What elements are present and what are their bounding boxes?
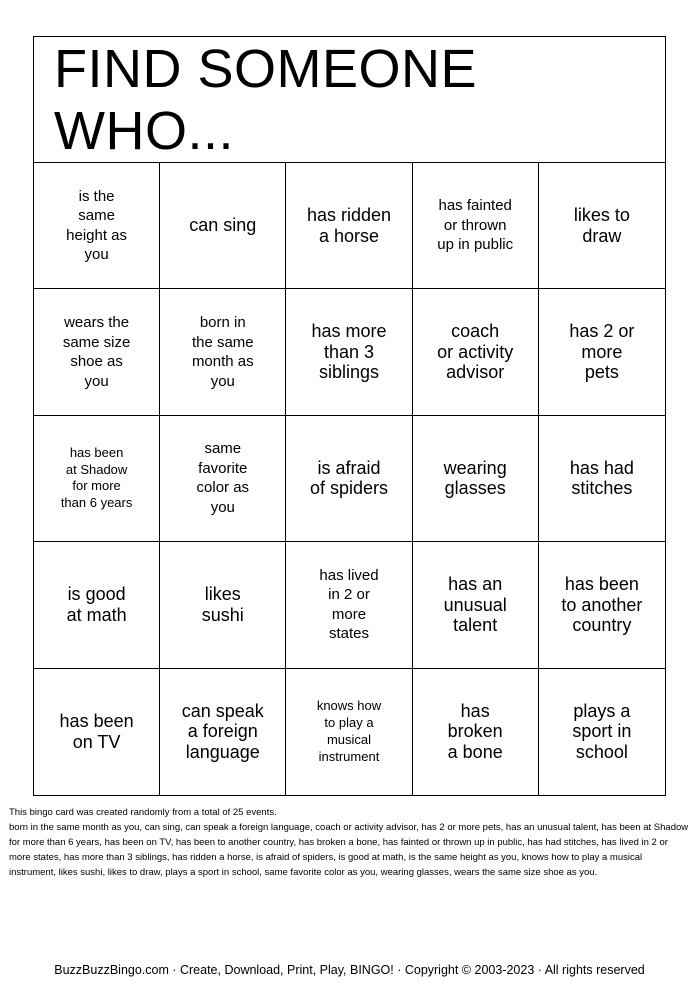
bingo-cell-text: has fainted or thrown up in public (437, 197, 514, 254)
bingo-cell (160, 163, 286, 289)
bingo-cell (413, 416, 539, 542)
bingo-cell (286, 289, 412, 415)
bingo-cell-text: likes to draw (573, 205, 630, 246)
bingo-cell-text: has ridden a horse (306, 205, 392, 246)
bingo-cell (160, 669, 286, 795)
bingo-cell (286, 163, 412, 289)
bingo-cell-text: knows how to play a musical instrument (316, 698, 382, 764)
bingo-cell-text: is afraid of spiders (309, 457, 389, 499)
bingo-cell (286, 542, 412, 668)
bingo-cell (539, 669, 665, 795)
bingo-cell-text: has more than 3 siblings (311, 321, 387, 383)
bingo-cell (286, 669, 412, 795)
bingo-cell (286, 416, 412, 542)
bingo-cell-text: is the same height as you (66, 187, 128, 264)
bingo-cell (413, 289, 539, 415)
bingo-cell (160, 416, 286, 542)
bingo-cell-text: likes sushi (201, 584, 244, 625)
bingo-cell-text: has been to another country (561, 573, 643, 636)
bingo-cell (34, 416, 160, 542)
bingo-cell (34, 669, 160, 795)
card-note (9, 805, 691, 880)
note-intro: This bingo card was created randomly from a total of 25 events. (9, 807, 277, 818)
bingo-cell (413, 163, 539, 289)
bingo-cell-text: has broken a bone (447, 700, 503, 763)
bingo-cell (160, 542, 286, 668)
bingo-cell-text: has been at Shadow for more than 6 years (60, 444, 133, 511)
bingo-cell-text: coach or activity advisor (437, 321, 514, 383)
bingo-cell (34, 542, 160, 668)
bingo-cell-text: has had stitches (569, 457, 634, 499)
bingo-cell-text: born in the same month as you (191, 314, 254, 390)
bingo-cell-text: has an unusual talent (443, 573, 507, 636)
bingo-cell (539, 289, 665, 415)
bingo-cell (34, 163, 160, 289)
bingo-cell (34, 289, 160, 415)
bingo-cell-text: has been on TV (59, 711, 134, 752)
bingo-cell-text: has lived in 2 or more states (319, 566, 379, 643)
bingo-cell (160, 289, 286, 415)
bingo-cell (413, 669, 539, 795)
bingo-card (33, 36, 666, 796)
note-events-list: born in the same month as you, can sing, can speak a foreign language, coach or activity advisor, has 2 or more pets, has an unusual talent, has been at Shadow for more than 6 years, has been on TV, has been to another country, has broken a bone, has fainted or thrown up in public, has had stitches, has lived in 2 or more states, has more than 3 siblings, has ridden a horse, is afraid of spiders, is good at math, is the same height as you, knows how to play a musical instrument, likes sushi, likes to draw, plays a sport in school, same favorite color as you, wearing glasses, wears the same size shoe as you. (9, 822, 689, 878)
bingo-cell-text: wears the same size shoe as you (62, 314, 131, 390)
bingo-cell-text: wearing glasses (443, 457, 507, 499)
bingo-cell (413, 542, 539, 668)
card-title: FIND SOMEONE WHO... (34, 37, 665, 163)
bingo-cell-text: is good at math (66, 584, 127, 625)
footer-copyright: BuzzBuzzBingo.com · Create, Download, Print, Play, BINGO! · Copyright © 2003-2023 · All rights reserved (54, 963, 645, 977)
bingo-cell-text: has 2 or more pets (569, 321, 635, 383)
bingo-cell-text: can speak a foreign language (181, 700, 264, 763)
bingo-cell-text: can sing (189, 215, 257, 236)
bingo-cell-text: same favorite color as you (196, 440, 250, 516)
bingo-cell-text: plays a sport in school (572, 700, 632, 763)
bingo-cell (539, 416, 665, 542)
bingo-grid (34, 163, 665, 795)
bingo-cell (539, 163, 665, 289)
bingo-cell (539, 542, 665, 668)
